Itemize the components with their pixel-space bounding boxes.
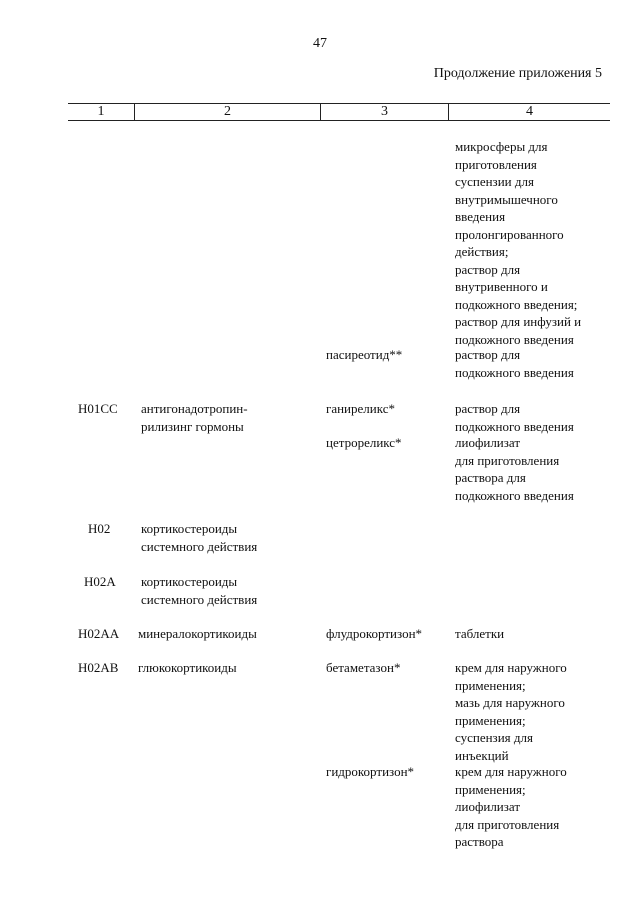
dosage-form-cell: раствор для подкожного введения	[455, 401, 574, 434]
atc-code-cell: H02AA	[78, 626, 120, 641]
atc-code-cell: H02AB	[78, 660, 119, 675]
table-header-bottom-rule	[68, 120, 610, 121]
dosage-form-cell: лиофилизат для приготовления раствора для подкожного введения	[455, 435, 574, 503]
drug-name-cell: флудрокортизон*	[326, 626, 423, 641]
page-number: 47	[313, 36, 327, 51]
atc-code-cell: H02A	[84, 574, 116, 589]
column-number-3: 3	[381, 104, 388, 119]
column-number-2: 2	[224, 104, 231, 119]
dosage-form-cell: таблетки	[455, 626, 505, 641]
group-name-cell: кортикостероиды системного действия	[141, 521, 258, 554]
group-name-cell: глюкокортикоиды	[138, 660, 237, 675]
dosage-form-cell: раствор для подкожного введения	[455, 347, 574, 380]
group-name-cell: минералокортикоиды	[138, 626, 257, 641]
column-number-1: 1	[97, 104, 105, 119]
drug-name-cell: цетрореликс*	[326, 435, 402, 450]
drug-name-cell: бетаметазон*	[326, 660, 401, 675]
dosage-form-cell: микросферы для приготовления суспензии для внутримышечного введения пролонгированного действия; раствор для внутривенного и подкожного введения; раствор для инфузий и подкожного введения	[455, 139, 582, 347]
column-number-4: 4	[526, 104, 533, 119]
atc-code-cell: H02	[88, 521, 111, 536]
atc-code-cell: H01CC	[78, 401, 118, 416]
drug-name-cell: ганиреликс*	[326, 401, 395, 416]
continuation-title: Продолжение приложения 5	[433, 66, 602, 81]
drug-name-cell: пасиреотид**	[326, 347, 403, 362]
drug-name-cell: гидрокортизон*	[326, 764, 415, 779]
group-name-cell: антигонадотропин- рилизинг гормоны	[141, 401, 248, 434]
dosage-form-cell: крем для наружного применения; мазь для наружного применения; суспензия для инъекций	[455, 660, 567, 763]
group-name-cell: кортикостероиды системного действия	[141, 574, 258, 607]
dosage-form-cell: крем для наружного применения; лиофилизат для приготовления раствора	[455, 764, 567, 849]
